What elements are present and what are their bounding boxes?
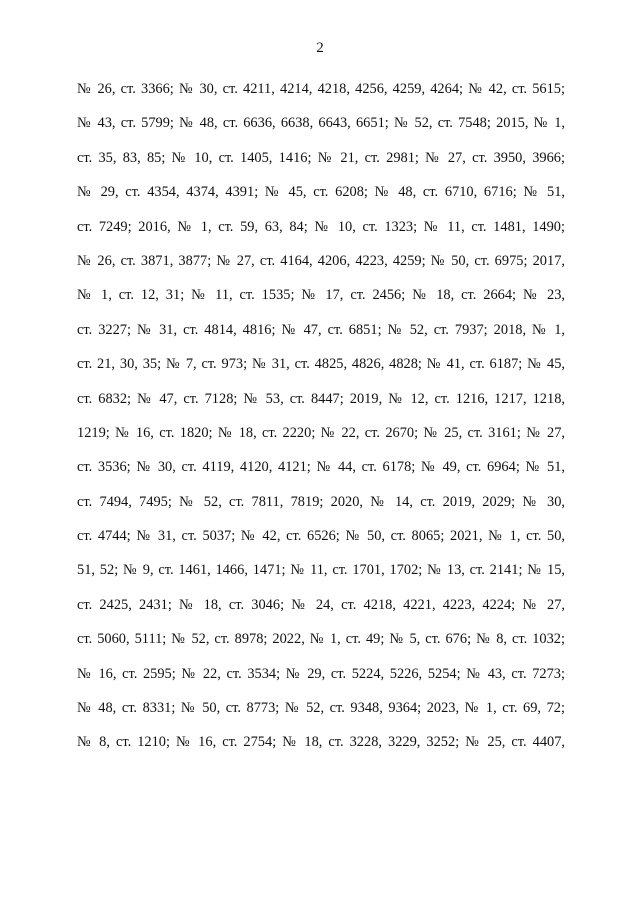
- text-line-11: 1219; № 16, ст. 1820; № 18, ст. 2220; № 22, ст. 2670; № 25, ст. 3161; № 27,: [77, 424, 565, 441]
- text-line-6: № 26, ст. 3871, 3877; № 27, ст. 4164, 4206, 4223, 4259; № 50, ст. 6975; 2017,: [77, 252, 565, 269]
- text-line-8: ст. 3227; № 31, ст. 4814, 4816; № 47, ст. 6851; № 52, ст. 7937; 2018, № 1,: [77, 321, 565, 338]
- text-line-15: 51, 52; № 9, ст. 1461, 1466, 1471; № 11, ст. 1701, 1702; № 13, ст. 2141; № 15,: [77, 562, 565, 579]
- document-text-body: [77, 78, 565, 766]
- text-line-14: ст. 4744; № 31, ст. 5037; № 42, ст. 6526; № 50, ст. 8065; 2021, № 1, ст. 50,: [77, 528, 565, 545]
- text-line-12: ст. 3536; № 30, ст. 4119, 4120, 4121; № 44, ст. 6178; № 49, ст. 6964; № 51,: [77, 459, 565, 476]
- text-line-19: № 48, ст. 8331; № 50, ст. 8773; № 52, ст. 9348, 9364; 2023, № 1, ст. 69, 72;: [77, 700, 565, 717]
- text-line-16: ст. 2425, 2431; № 18, ст. 3046; № 24, ст. 4218, 4221, 4223, 4224; № 27,: [77, 596, 565, 613]
- text-line-2: № 43, ст. 5799; № 48, ст. 6636, 6638, 6643, 6651; № 52, ст. 7548; 2015, № 1,: [77, 115, 565, 132]
- text-line-3: ст. 35, 83, 85; № 10, ст. 1405, 1416; № 21, ст. 2981; № 27, ст. 3950, 3966;: [77, 149, 565, 166]
- text-line-4: № 29, ст. 4354, 4374, 4391; № 45, ст. 6208; № 48, ст. 6710, 6716; № 51,: [77, 184, 565, 201]
- text-line-1: № 26, ст. 3366; № 30, ст. 4211, 4214, 4218, 4256, 4259, 4264; № 42, ст. 5615;: [77, 81, 565, 97]
- text-line-20: № 8, ст. 1210; № 16, ст. 2754; № 18, ст. 3228, 3229, 3252; № 25, ст. 4407,: [77, 734, 565, 751]
- text-line-13: ст. 7494, 7495; № 52, ст. 7811, 7819; 2020, № 14, ст. 2019, 2029; № 30,: [77, 493, 565, 510]
- text-line-18: № 16, ст. 2595; № 22, ст. 3534; № 29, ст. 5224, 5226, 5254; № 43, ст. 7273;: [77, 665, 565, 682]
- text-line-10: ст. 6832; № 47, ст. 7128; № 53, ст. 8447; 2019, № 12, ст. 1216, 1217, 1218,: [77, 390, 565, 407]
- text-line-9: ст. 21, 30, 35; № 7, ст. 973; № 31, ст. 4825, 4826, 4828; № 41, ст. 6187; № 45,: [77, 356, 565, 373]
- page-number: 2: [316, 40, 324, 56]
- text-line-5: ст. 7249; 2016, № 1, ст. 59, 63, 84; № 10, ст. 1323; № 11, ст. 1481, 1490;: [77, 218, 565, 235]
- text-line-17: ст. 5060, 5111; № 52, ст. 8978; 2022, № 1, ст. 49; № 5, ст. 676; № 8, ст. 1032;: [77, 631, 565, 648]
- text-line-7: № 1, ст. 12, 31; № 11, ст. 1535; № 17, ст. 2456; № 18, ст. 2664; № 23,: [77, 287, 565, 304]
